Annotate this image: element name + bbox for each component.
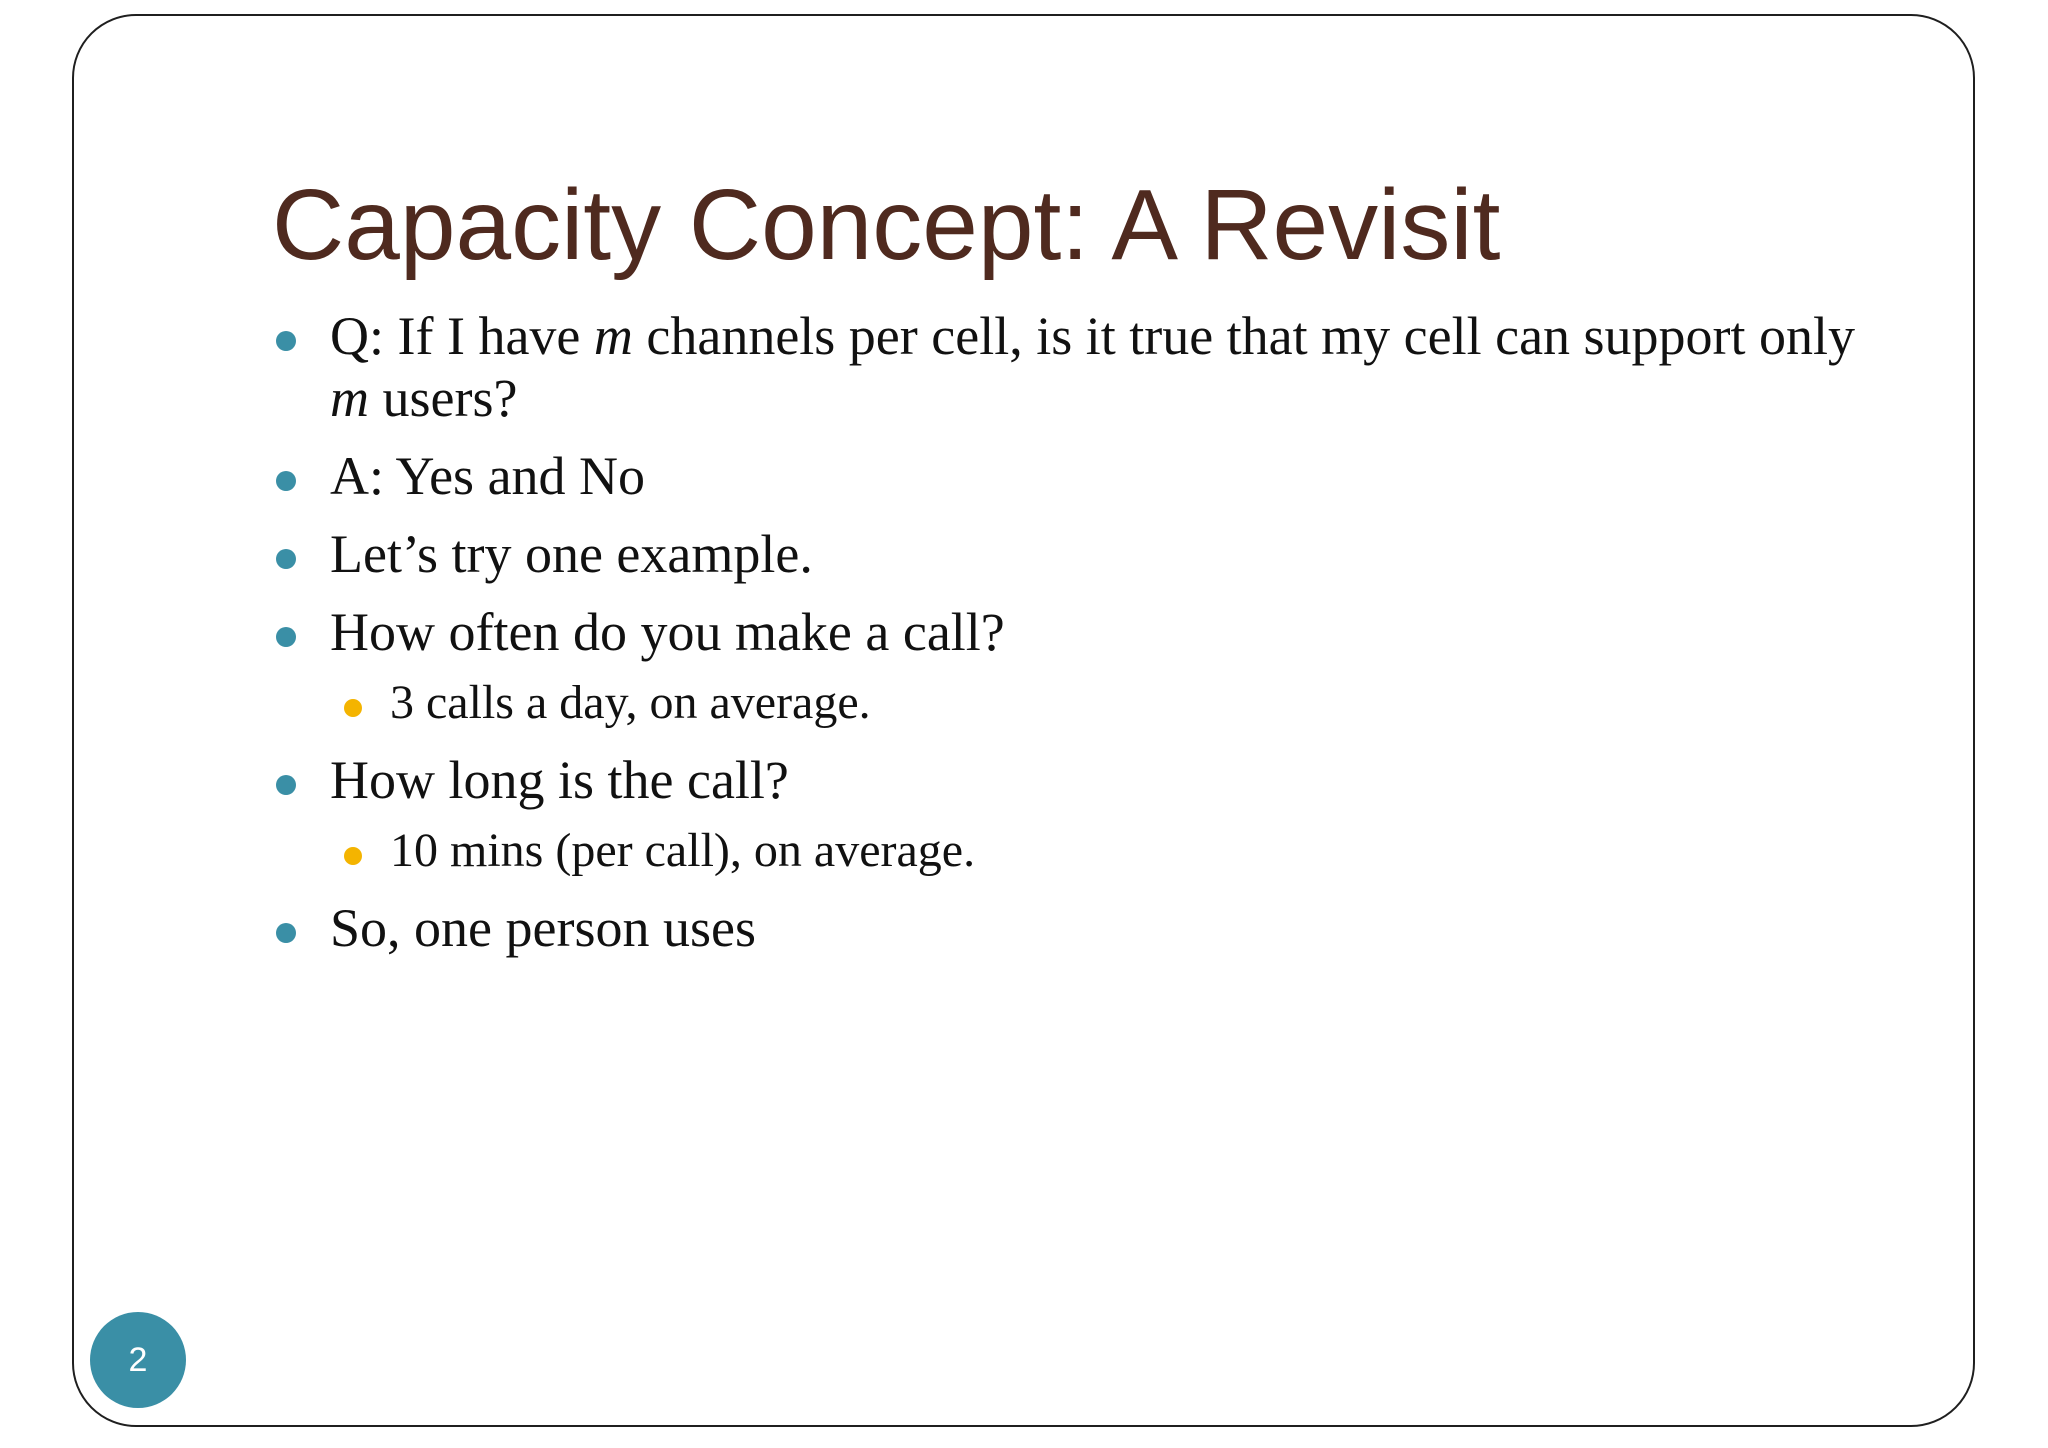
variable-m: m xyxy=(593,306,633,366)
sub-bullet-text: 10 mins (per call), on average. xyxy=(390,824,976,877)
bullet-item-how-long xyxy=(272,749,1872,811)
slide-title: Capacity Concept: A Revisit xyxy=(272,169,1501,281)
bullet-text: How often do you make a call? xyxy=(330,602,1005,662)
bullet-item-answer xyxy=(272,445,1872,507)
sub-bullet-dot-icon xyxy=(344,847,362,865)
bullet-text: A: Yes and No xyxy=(330,446,646,506)
bullet-text-part: channels per cell, is it true that my cell can support only xyxy=(632,306,1856,366)
bullet-item-one-person-uses xyxy=(272,897,1872,959)
bullet-text-part: users? xyxy=(369,368,518,428)
bullet-dot-icon xyxy=(276,627,296,647)
bullet-list xyxy=(272,305,1872,975)
sub-bullet-text: 3 calls a day, on average. xyxy=(390,676,871,729)
bullet-item-example xyxy=(272,523,1872,585)
bullet-dot-icon xyxy=(276,549,296,569)
bullet-text: So, one person uses xyxy=(330,898,756,958)
bullet-text-part: Q: If I have xyxy=(330,306,594,366)
bullet-item-question xyxy=(272,305,1872,429)
bullet-dot-icon xyxy=(276,775,296,795)
sub-bullet-item-calls-per-day xyxy=(272,675,1872,731)
page-number-badge: 2 xyxy=(90,1312,186,1408)
sub-bullet-item-call-duration xyxy=(272,823,1872,879)
bullet-text: How long is the call? xyxy=(330,750,789,810)
bullet-dot-icon xyxy=(276,471,296,491)
bullet-dot-icon xyxy=(276,923,296,943)
bullet-dot-icon xyxy=(276,331,296,351)
bullet-text: Let’s try one example. xyxy=(330,524,813,584)
variable-m: m xyxy=(330,368,369,428)
sub-bullet-dot-icon xyxy=(344,699,362,717)
bullet-item-how-often xyxy=(272,601,1872,663)
